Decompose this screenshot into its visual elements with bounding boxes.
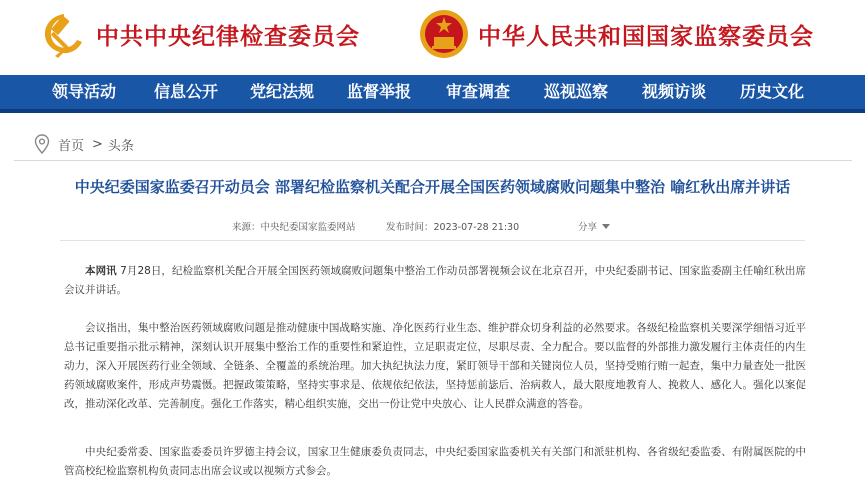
nav-item-disclosure[interactable]: 信息公开 [154, 82, 219, 101]
nsc-title: 中华人民共和国国家监察委员会 [478, 22, 814, 50]
breadcrumb-current[interactable]: 头条 [107, 138, 134, 154]
nav-item-leadership[interactable]: 领导活动 [52, 82, 117, 101]
paragraph-1-text: 7月28日，纪检监察机关配合开展全国医药领域腐败问题集中整治工作动员部署视频会议在北京召开，中央纪委副书记、国家监委副主任喻红秋出席会议并讲话。 [64, 265, 807, 296]
article-paragraph-2: 会议指出，集中整治医药领域腐败问题是推动健康中国战略实施、净化医药行业生态、维护群众切身利益的必然要求。各级纪检监察机关要深学细悟习近平总书记重要指示批示精神，深刻认识开展集中整治工作的重要性和紧迫性，立足职责定位，尽职尽责、全力配合。要以监督的外部推力激发履行主体责任的内生动力，深入开展医药行业全领域、全链条、全覆盖的系统治理。加大执纪执法力度，紧盯领导干部和关键岗位人员，坚持受贿行贿一起查，集中力量查处一批医药领域腐败案件，形成声势震慑。把握政策策略，坚持实事求是、依规依纪依法，坚持惩前毖后、治病救人，最大限度地教育人、挽救人、感化人。强化以案促改，推动深化改革、完善制度。强化工作落实，精心组织实施，交出一份让党中央放心、让人民群众满意的答卷。 [64, 322, 806, 410]
article-paragraph-3: 中央纪委常委、国家监委委员许罗德主持会议，国家卫生健康委负责同志，中央纪委国家监委机关有关部门和派驻机构、各省级纪委监委、有附属医院的中管高校纪检监察机构负责同志出席会议或以视频方式参会。 [64, 446, 806, 477]
nsc-brand[interactable] [418, 8, 814, 60]
ccdi-title: 中共中央纪律检查委员会 [96, 22, 360, 50]
lead-label: 本网讯 [85, 265, 117, 277]
content-divider [14, 160, 852, 161]
article-source: 来源：中央纪委国家监委网站 [232, 222, 356, 233]
breadcrumb-home[interactable]: 首页 [58, 138, 85, 154]
national-emblem-icon [418, 8, 470, 60]
article-paragraph-1 [64, 262, 806, 300]
share-label: 分享 [578, 222, 598, 233]
nav-item-regulations[interactable]: 党纪法规 [250, 82, 315, 101]
site-header [0, 0, 865, 75]
nav-item-report[interactable]: 监督举报 [347, 82, 412, 101]
location-pin-icon [34, 134, 50, 154]
ccdi-brand[interactable] [36, 8, 360, 60]
nav-item-investigation[interactable]: 审查调查 [446, 82, 511, 101]
party-emblem-icon [36, 8, 88, 60]
article-title: 中央纪委国家监委召开动员会 部署纪检监察机关配合开展全国医药领域腐败问题集中整治 喻红秋出席并讲话 [74, 178, 791, 196]
article-publish-time: 发布时间：2023-07-28 21:30 [386, 222, 520, 233]
share-button[interactable] [578, 219, 610, 233]
chevron-down-icon [602, 224, 610, 229]
breadcrumb [34, 134, 134, 154]
breadcrumb-separator: > [92, 136, 103, 152]
meta-divider [60, 240, 805, 241]
main-nav [0, 75, 865, 113]
nav-item-inspection[interactable]: 巡视巡察 [544, 82, 609, 101]
nav-item-history[interactable]: 历史文化 [740, 82, 805, 101]
nav-item-video[interactable]: 视频访谈 [642, 82, 707, 101]
